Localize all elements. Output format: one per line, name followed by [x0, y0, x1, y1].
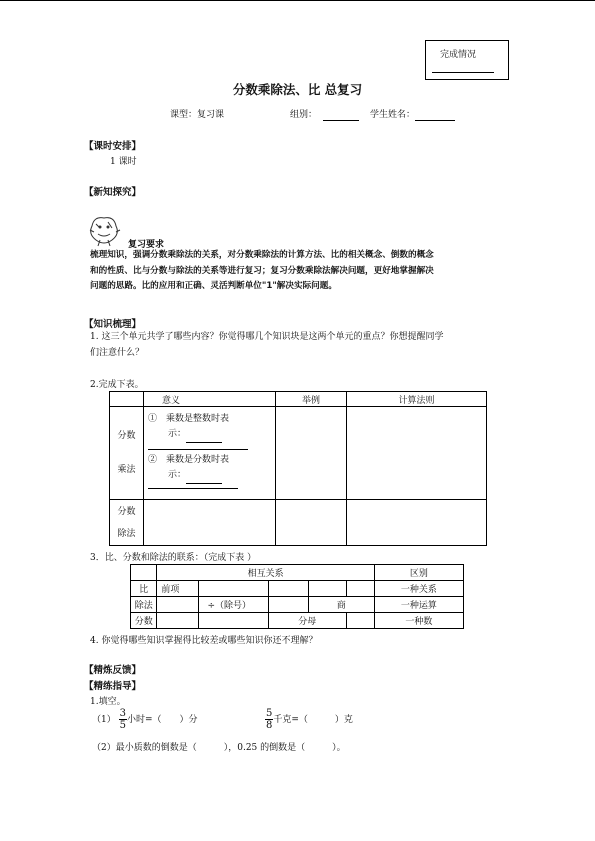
fill-in-instruction: 1.填空。	[90, 697, 126, 707]
relation-row-label: 比	[131, 581, 157, 597]
relation-cell	[268, 597, 308, 613]
relation-row-label: 除法	[131, 597, 157, 613]
relation-cell	[346, 581, 374, 597]
division-rule-cell	[347, 500, 487, 546]
completion-status-label: 完成情况	[440, 50, 477, 60]
review-line: 梳理知识，强调分数乘除法的关系，对分数乘除法的计算方法、比的相关概念、倒数的概念	[90, 250, 434, 260]
relation-cell: 分母	[268, 613, 346, 629]
schedule-heading: 【课时安排】	[84, 141, 142, 152]
fraction-denominator: 8	[266, 720, 273, 731]
knowledge-question-2: 2.完成下表。	[90, 380, 144, 390]
row-label-fraction-division	[110, 500, 144, 546]
difference-cell: 一种关系	[374, 581, 463, 597]
student-name-field	[370, 107, 455, 121]
exercise-question-2: （2）最小质数的倒数是（ ），0.25 的倒数是（ ）。	[92, 743, 346, 753]
group-blank	[323, 110, 359, 121]
fraction-denominator: 5	[119, 720, 126, 731]
group-label: 组别：	[290, 110, 318, 120]
row-label-line: 分数	[117, 431, 136, 441]
top-border-line	[0, 0, 595, 1]
question-line: 们注意什么？	[90, 347, 145, 358]
completion-status-blank	[432, 72, 494, 73]
student-name-blank	[415, 110, 455, 121]
relation-cell	[346, 613, 374, 629]
relation-cell: 商	[308, 597, 374, 613]
fraction-three-fifths	[119, 708, 127, 731]
meaning-item: ② 乘数是分数时表	[148, 455, 230, 465]
header-mutual-relation: 相互关系	[157, 565, 374, 581]
meaning-item: ① 乘数是整数时表	[148, 414, 230, 424]
divider-line	[148, 443, 248, 450]
exercise-question-1	[92, 708, 198, 731]
difference-cell: 一种运算	[374, 597, 463, 613]
review-requirements-text	[90, 248, 510, 295]
meaning-answer-label: 示：	[168, 470, 187, 480]
exercise-question-1b	[265, 708, 353, 731]
review-line: 问题的思路。比的应用和正确、灵活判断单位"1"解决实际问题。	[90, 281, 337, 291]
knowledge-question-1	[90, 330, 510, 361]
meaning-item-answer	[148, 427, 271, 443]
row-label-fraction-multiplication	[110, 407, 144, 500]
header-difference: 区别	[374, 565, 463, 581]
table-header-rule: 计算法则	[347, 392, 487, 407]
exercise-text: 小时=（ ）分	[126, 715, 198, 725]
fraction-numerator: 5	[266, 708, 273, 719]
mascot-illustration-icon	[86, 212, 122, 248]
knowledge-heading: 【知识梳理】	[84, 319, 142, 330]
relation-cell	[199, 581, 269, 597]
relation-cell	[268, 581, 308, 597]
group-field	[290, 107, 359, 121]
meaning-answer-label: 示：	[168, 429, 187, 439]
table-corner-cell	[110, 392, 144, 407]
student-name-label: 学生姓名：	[370, 110, 416, 120]
relation-row-label: 分数	[131, 613, 157, 629]
relation-cell: ÷（除号）	[199, 597, 269, 613]
question-line: 1. 这三个单元共学了哪些内容？你觉得哪几个知识块是这两个单元的重点？你想提醒同学	[90, 332, 444, 342]
completion-status-box	[425, 40, 509, 80]
row-label-line: 除法	[117, 528, 136, 539]
explore-heading: 【新知探究】	[84, 187, 142, 198]
knowledge-question-4: 4. 你觉得哪些知识掌握得比较差或哪些知识你还不理解？	[90, 636, 318, 646]
row-label-line: 分数	[117, 506, 136, 517]
knowledge-question-3: 3．比、分数和除法的联系：（完成下表 ）	[90, 553, 257, 563]
table-header-meaning: 意义	[144, 392, 276, 407]
fraction-operations-table	[109, 391, 487, 546]
exercise-text: 千克=（ ）克	[273, 715, 353, 725]
schedule-content: 1 课时	[110, 157, 137, 167]
divider-line	[148, 484, 238, 489]
meaning-item-answer	[148, 468, 271, 484]
answer-blank	[186, 468, 222, 484]
feedback-heading: 【精炼反馈】	[84, 665, 142, 676]
ratio-fraction-division-table	[130, 564, 464, 629]
relation-cell	[157, 613, 199, 629]
relation-cell	[157, 597, 199, 613]
relation-cell	[308, 581, 346, 597]
practice-guidance-heading: 【精练指导】	[84, 681, 142, 692]
table-header-example: 举例	[276, 392, 347, 407]
fraction-numerator: 3	[119, 708, 126, 719]
relation-corner-cell	[131, 565, 157, 581]
division-example-cell	[276, 500, 347, 546]
multiplication-meaning-cell	[144, 407, 276, 500]
difference-cell: 一种数	[374, 613, 463, 629]
relation-cell	[199, 613, 269, 629]
relation-cell: 前项	[157, 581, 199, 597]
multiplication-example-cell	[276, 407, 347, 500]
review-requirements-heading: 复习要求	[128, 240, 165, 250]
exercise-number: （1）	[92, 715, 116, 725]
multiplication-rule-cell	[347, 407, 487, 500]
row-label-line: 乘法	[117, 465, 136, 475]
answer-blank	[186, 427, 222, 443]
page-title: 分数乘除法、比 总复习	[232, 82, 363, 97]
division-meaning-cell	[144, 500, 276, 546]
review-line: 和的性质、比与分数与除法的关系等进行复习；复习分数乘除法解决问题，更好地掌握解决	[90, 265, 434, 276]
lesson-type: 课型：复习课	[170, 110, 225, 120]
